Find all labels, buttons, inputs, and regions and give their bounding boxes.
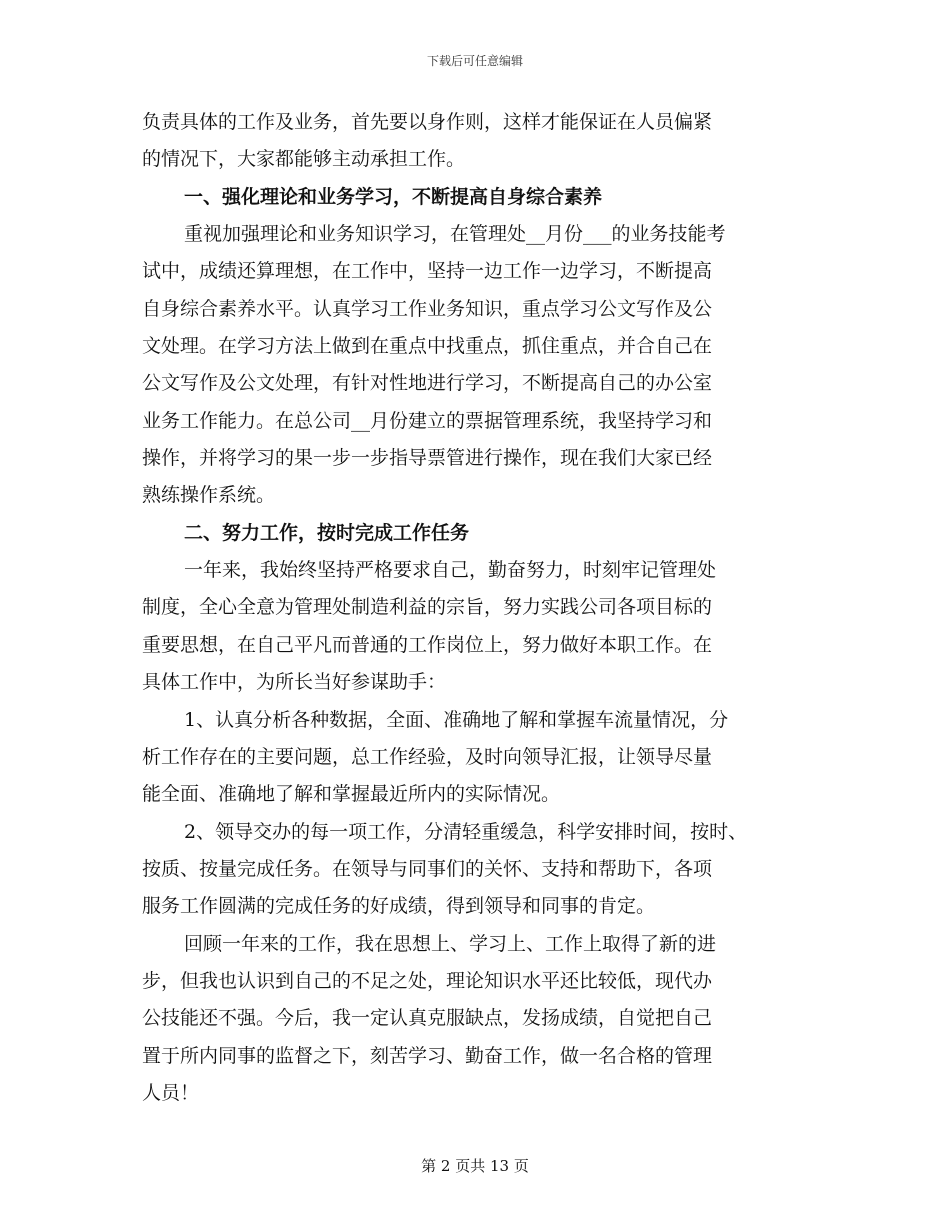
text-line: 公文写作及公文处理，有针对性地进行学习，不断提高自己的办公室 [142,372,713,395]
text-line: 置于所内同事的监督之下，刻苦学习、勤奋工作，做一名合格的管理 [142,1044,713,1067]
text-line: 2、领导交办的每一项工作，分清轻重缓急，科学安排时间，按时、 [184,820,748,843]
text-line: 熟练操作系统。 [142,484,276,507]
text-line: 业务工作能力。在总公司__月份建立的票据管理系统，我坚持学习和 [142,409,713,432]
text-line: 试中，成绩还算理想，在工作中，坚持一边工作一边学习，不断提高 [142,260,713,283]
text-line: 服务工作圆满的完成任务的好成绩，得到领导和同事的肯定。 [142,895,656,918]
text-line: 人员！ [142,1081,200,1104]
text-line: 析工作存在的主要问题，总工作经验，及时向领导汇报，让领导尽量 [142,745,713,768]
text-line: 重要思想，在自己平凡而普通的工作岗位上，努力做好本职工作。在 [142,633,713,656]
page-header: 下载后可任意编辑 [426,54,523,68]
text-line: 步，但我也认识到自己的不足之处，理论知识水平还比较低，现代办 [142,969,713,992]
text-line: 具体工作中，为所长当好参谋助手： [142,671,447,694]
text-line: 能全面、准确地了解和掌握最近所内的实际情况。 [142,783,561,806]
text-line: 文处理。在学习方法上做到在重点中找重点，抓住重点，并合自己在 [142,335,713,358]
text-line: 1、认真分析各种数据，全面、准确地了解和掌握车流量情况，分 [184,708,729,731]
section-heading: 二、努力工作，按时完成工作任务 [184,521,470,544]
text-line: 一年来，我始终坚持严格要求自己，勤奋努力，时刻牢记管理处 [184,559,717,582]
text-line: 回顾一年来的工作，我在思想上、学习上、工作上取得了新的进 [184,932,717,955]
text-line: 自身综合素养水平。认真学习工作业务知识，重点学习公文写作及公 [142,297,713,320]
text-line: 制度，全心全意为管理处制造利益的宗旨，努力实践公司各项目标的 [142,596,713,619]
text-line: 公技能还不强。今后，我一定认真克服缺点，发扬成绩，自觉把自己 [142,1007,713,1030]
document-body [142,104,810,1112]
text-line: 重视加强理论和业务知识学习，在管理处__月份___的业务技能考 [184,223,726,246]
section-heading: 一、强化理论和业务学习，不断提高自身综合素养 [184,185,603,208]
text-line: 操作，并将学习的果一步一步指导票管进行操作，现在我们大家已经 [142,447,713,470]
page-footer: 第 2 页共 13 页 [421,1157,529,1175]
text-line: 按质、按量完成任务。在领导与同事们的关怀、支持和帮助下，各项 [142,857,713,880]
text-line: 负责具体的工作及业务，首先要以身作则，这样才能保证在人员偏紧 [142,111,713,133]
text-line: 的情况下，大家都能够主动承担工作。 [142,148,466,171]
